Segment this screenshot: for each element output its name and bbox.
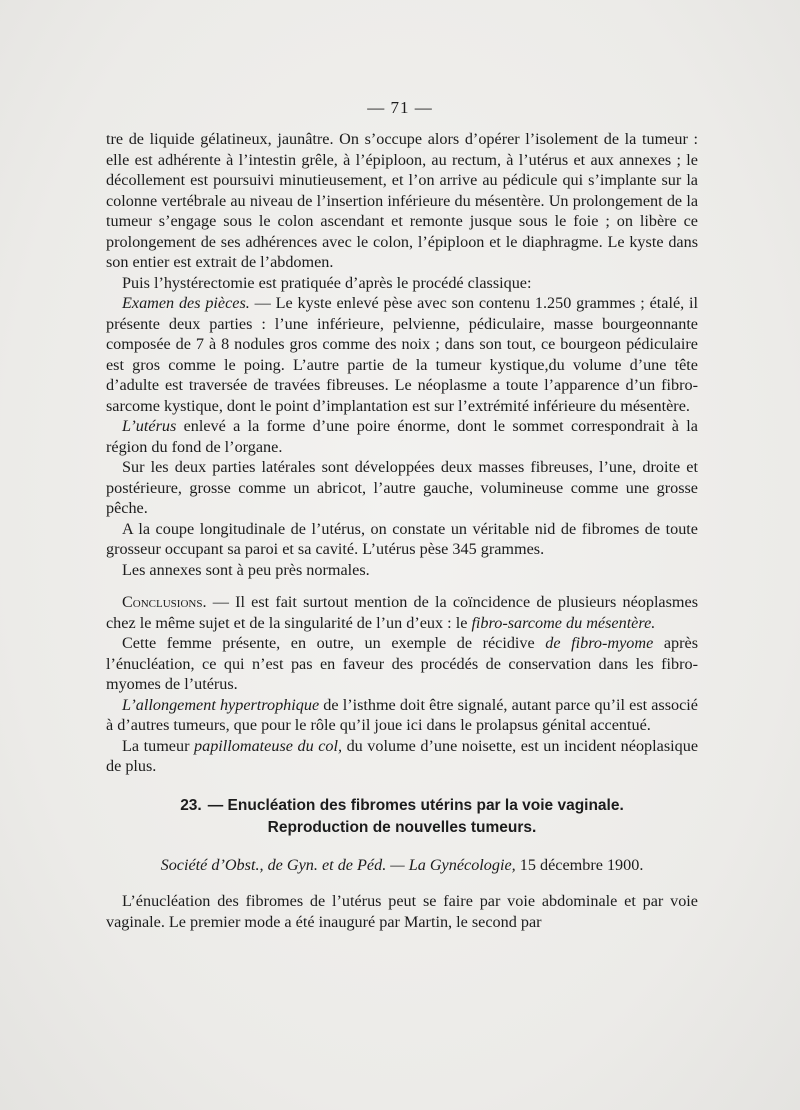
italic-text: de fibro-myome [545,634,654,652]
paragraph: L’énucléation des fibromes de l’utérus peut se faire par voie abdominale et par voie vaginale. Le premier mode a été inauguré par Martin, le second par [106,892,698,931]
page-number: — 71 — [367,98,433,117]
source-journal: Société d’Obst., de Gyn. et de Péd. — La Gynécologie, [160,855,516,874]
italic-text: fibro-sarcome du mésentère. [471,613,656,632]
italic-text: L’allongement hypertrophique [122,695,320,714]
paragraph-text: enlevé a la forme d’une poire énorme, dont le sommet correspondrait à la région du fond de l’organe. [106,417,698,456]
section-number: 23. [180,796,202,814]
paragraph-text: — Il est fait surtout mention de la coïncidence de plusieurs néoplasmes chez le même sujet et de la singularité de l’un d’eux : le [106,593,698,632]
conclusions-paragraph [106,592,698,633]
paragraph-text: La tumeur [122,736,195,755]
italic-text: papillomateuse du col, [194,736,343,755]
paragraph-text: Cette femme présente, en outre, un exemple de récidive [122,634,546,652]
italic-text: L’utérus [122,417,177,435]
paragraph: Puis l’hystérectomie est pratiquée d’après le procédé classique: [122,273,532,292]
source-date: 15 décembre 1900. [515,855,644,874]
section-title-line1: — Enucléation des fibromes utérins par la voie vaginale. [207,796,624,814]
paragraph: tre de liquide gélatineux, jaunâtre. On s’occupe alors d’opérer l’isolement de la tumeur : elle est adhérente à l’intestin grêle, à l’épiploon, au rectum, à l’utérus et aux annexes ; le décollement est poursuivi minutieusement, et l’on arrive au pédicule qui s’implante sur la colonne vertébrale au niveau de l’insertion inférieure du mésentère. Un prolongement de la tumeur s’engage sous le colon ascendant et remonte jusque sous le foie ; on libère ce prolongement de ses adhérences avec le colon, l’épiploon et le diaphragme. Le kyste dans son entier est extrait de l’abdomen. [106,130,698,271]
paragraph [106,293,698,416]
paragraph-text: — Le kyste enlevé pèse avec son contenu 1.250 grammes ; étalé, il présente deux parties : l’une inférieure, pelvienne, pédiculaire, masse bourgeonnante composée de 7 à 8 nodules gros comme des noix ; dans son tout, ce bourgeon pédiculaire est gros comme le poing. L’autre partie de la tumeur kystique,du volume d’une tête d’adulte est traversée de travées fibreuses. Le néoplasme a toute l’apparence d’un fibro-sarcome kystique, dont le point d’implantation est sur l’extrémité inférieure du mésentère. [106,294,698,415]
source-citation [106,855,698,876]
text-column [106,129,698,932]
section-title-line2: Reproduction de nouvelles tumeurs. [267,818,537,836]
section-heading [106,795,698,839]
paragraph-text: de l’isthme doit être signalé, autant parce qu’il est associé à d’autres tumeurs, que pour le rôle qu’il joue ici dans le prolapsus génital accentué. [106,695,698,734]
paragraph [106,736,698,777]
conclusions-label: Conclusions. [122,593,207,611]
paragraph [106,416,698,457]
paragraph [106,633,698,695]
paragraph-text: du volume d’une noisette, est un incident néoplasique de plus. [106,736,698,775]
paragraph-text: après l’énucléation, ce qui n’est pas en faveur des procédés de conservation dans les fibro-myomes de l’utérus. [106,634,698,693]
paragraph: Les annexes sont à peu près normales. [122,560,370,579]
italic-text: Examen des pièces. [122,294,250,312]
paragraph: Sur les deux parties latérales sont développées deux masses fibreuses, l’une, droite et postérieure, grosse comme un abricot, l’autre gauche, volumineuse comme une grosse pêche. [106,458,698,517]
paragraph [106,695,698,736]
paragraph: A la coupe longitudinale de l’utérus, on constate un véritable nid de fibromes de toute grosseur occupant sa paroi et sa cavité. L’utérus pèse 345 grammes. [106,519,698,558]
